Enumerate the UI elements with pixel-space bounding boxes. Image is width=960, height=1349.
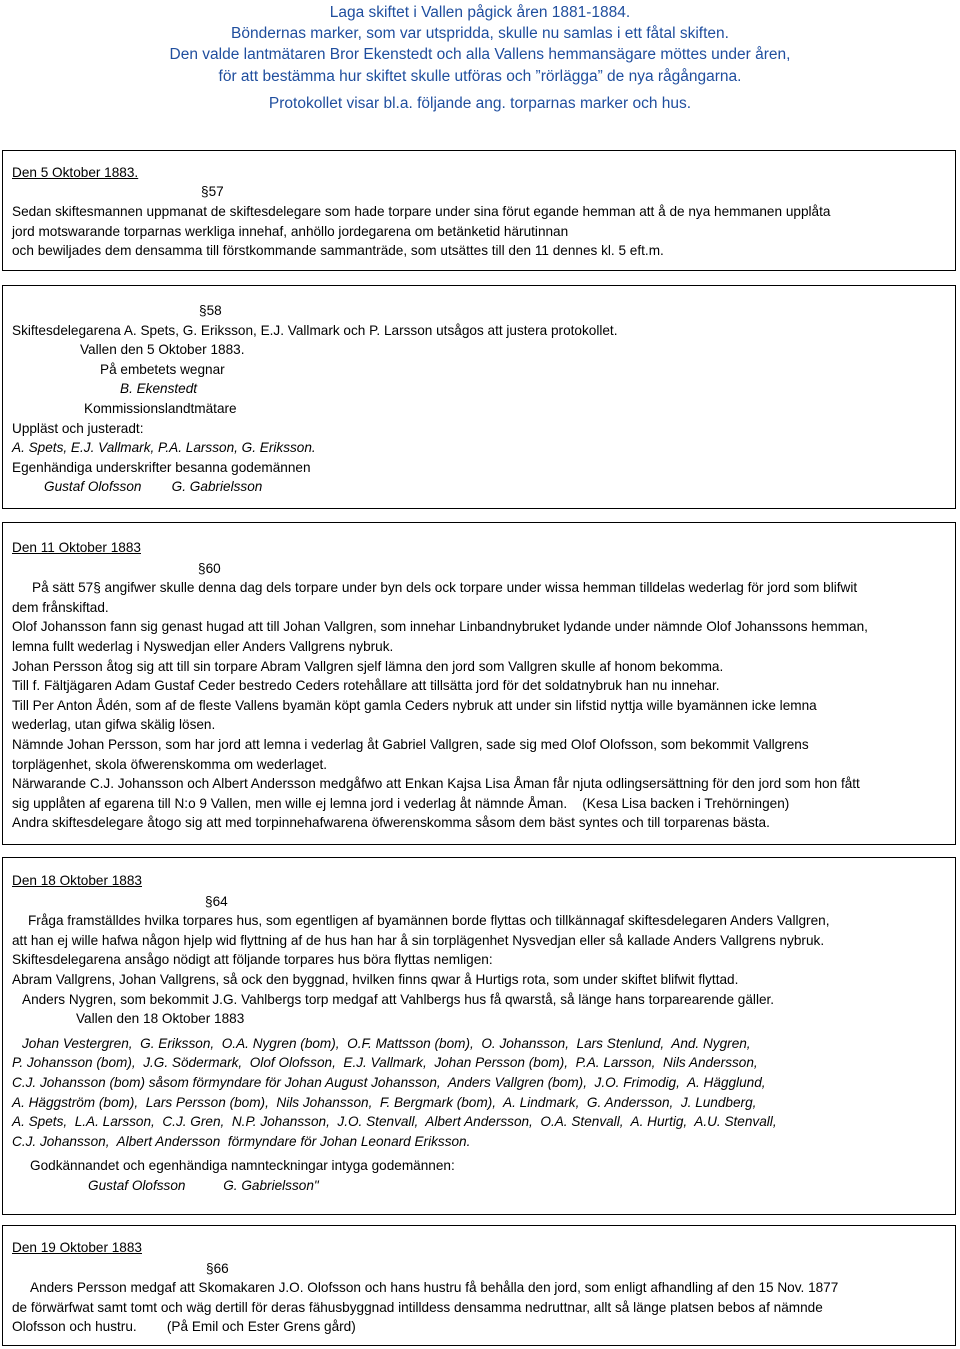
text-line: jord motswarande torparnas werkliga innehaf, anhöllo jordegarena om betänketid härutinnan [12, 223, 569, 239]
text-line: Godkännandet och egenhändiga namnteckningar intyga godemännen: [30, 1158, 455, 1174]
text-line: wederlag, utan gifwa skälig lösen. [12, 717, 216, 733]
text-line: Olof Johansson fann sig genast hugad att till Johan Vallgren, som innehar Linbandnybruket lydande under nämnde Olof Johanssons hemman, [12, 619, 868, 635]
text-line: Olofsson och hustru. (På Emil och Ester Grens gård) [12, 1319, 356, 1335]
signature-line: A. Spets, E.J. Vallmark, P.A. Larsson, G. Eriksson. [12, 440, 316, 456]
text-line: sig upplåten af egarena till N:o 9 Vallen, men wille ej lemna jord i vederlag åt nämnde Åman. (Kesa Lisa backen i Trehörningen) [12, 795, 790, 811]
text-line: Till f. Fältjägaren Adam Gustaf Ceder bestredo Ceders rotehållare att tillsätta jord för det soldatnybruk han nu innehar. [12, 678, 720, 694]
text-line: Sedan skiftesmannen uppmanat de skiftesdelegare som hade torpare under sina förut egande hemman att å de nya hemmanen upplåta [12, 204, 831, 220]
signature-line: Gustaf Olofsson G. Gabrielsson [44, 479, 263, 495]
signature-line: C.J. Johansson (bom) såsom förmyndare för Johan August Johansson, Anders Vallgren (bom), J.O. Frimodig, A. Hägglund, [12, 1074, 766, 1090]
text-line: Vallen den 5 Oktober 1883. [80, 342, 245, 358]
text-line: Uppläst och justeradt: [12, 420, 144, 436]
text-line: lemna fullt wederlag i Nyswedjan eller Anders Vallgrens nybruk. [12, 638, 394, 654]
signature-line: Johan Vestergren, G. Eriksson, O.A. Nygren (bom), O.F. Mattsson (bom), O. Johansson, Lars Stenlund, And. Nygren, [22, 1035, 751, 1051]
section-5-oktober [2, 150, 956, 271]
text-line: att han ej wille hafwa någon hjelp wid flyttning af de hus han har å sin torplägenhet Nysvedjan eller så kallade Anders Vallgrens nybruk. [12, 932, 825, 948]
signature-line: C.J. Johansson, Albert Andersson förmyndare för Johan Leonard Eriksson. [12, 1133, 471, 1149]
text-line: torplägenhet, skola öfwerenskomma om wederlaget. [12, 756, 328, 772]
signature-line: A. Häggström (bom), Lars Persson (bom), Nils Johansson, F. Bergmark (bom), A. Lindmark, G. Andersson, J. Lundberg, [12, 1094, 757, 1110]
text-line: På embetets wegnar [100, 361, 225, 377]
text-line: Abram Vallgrens, Johan Vallgrens, så ock den byggnad, hvilken finns qwar å Hurtigs rota, som under skiftet blifwit flyttad. [12, 971, 739, 987]
signature-line: Gustaf Olofsson G. Gabrielsson" [88, 1177, 319, 1193]
text-line: Egenhändiga underskrifter besanna godemännen [12, 459, 311, 475]
section-date: Den 11 Oktober 1883 [12, 540, 141, 555]
paragraph-number: §58 [199, 303, 222, 318]
section-date: Den 5 Oktober 1883. [12, 165, 139, 180]
text-line: Skiftesdelegarena A. Spets, G. Eriksson, E.J. Vallmark och P. Larsson utsågos att justera protokollet. [12, 322, 618, 338]
header-line: Protokollet visar bl.a. följande ang. torparnas marker och hus. [268, 94, 692, 112]
section-date: Den 19 Oktober 1883 [12, 1240, 142, 1255]
section-11-oktober [2, 522, 956, 845]
text-line: dem frånskiftad. [12, 599, 109, 615]
text-line: Johan Persson åtog sig att till sin torpare Abram Vallgren sjelf lämna den jord som Vallgren skulle af honom bekomma. [12, 658, 724, 674]
header-line-title: Laga skiftet i Vallen pågick åren 1881-1884. [329, 4, 631, 21]
paragraph-number: §66 [206, 1260, 229, 1276]
text-line: Kommissionslandtmätare [84, 400, 237, 416]
text-line: Vallen den 18 Oktober 1883 [76, 1011, 245, 1027]
text-line: Fråga framställdes hvilka torpares hus, som egentligen af byamännen borde flyttas och tillkännagaf skiftesdelegaren Anders Vallgren, [28, 913, 830, 929]
header-line: Böndernas marker, som var utspridda, skulle nu samlas i ett fåtal skiften. [231, 25, 729, 43]
section-date: Den 18 Oktober 1883 [12, 873, 142, 888]
text-line: och bewiljades dem densamma till förstkommande sammanträde, som utsättes till den 11 dennes kl. 5 eft.m. [12, 243, 664, 259]
signature-line: A. Spets, L.A. Larsson, C.J. Gren, N.P. Johansson, J.O. Stenvall, Albert Andersson, O.A. Stenvall, A. Hurtig, A.U. Stenvall, [12, 1114, 777, 1130]
signature-line: B. Ekenstedt [120, 381, 198, 397]
paragraph-number: §57 [201, 183, 224, 199]
section-18-oktober [2, 857, 956, 1215]
text-line: de förwärfwat samt tomt och wäg dertill för deras fähusbyggnad intilldess densamma nedruttnar, allt så länge platsen bebos af nämnde [12, 1299, 823, 1315]
signature-line: P. Johansson (bom), J.G. Södermark, Olof Olofsson, E.J. Vallmark, Johan Persson (bom), P.A. Larsson, Nils Andersson, [12, 1055, 758, 1071]
text-line: Andra skiftesdelegare åtogo sig att med torpinnehafwarena öfwerenskomma såsom dem bäst syntes och till torparenas bästa. [12, 815, 770, 831]
text-line: Anders Persson medgaf att Skomakaren J.O. Olofsson och hans hustru få behålla den jord, som enligt afhandling af den 15 Nov. 1877 [30, 1280, 839, 1296]
header-line: för att bestämma hur skiftet skulle utföras och ”rörlägga” de nya rågångarna. [218, 67, 742, 85]
text-line: Till Per Anton Ådén, som af de fleste Vallens byamän köpt gamla Ceders nybruk att under sin lifstid nyttja wille byamännen icke lemna [12, 697, 817, 713]
header-line: Den valde lantmätaren Bror Ekenstedt och alla Vallens hemmansägare möttes under åren, [169, 46, 791, 64]
text-line: Nämnde Johan Persson, som har jord att lemna i vederlag åt Gabriel Vallgren, sade sig med Olof Olofsson, som bekommit Vallgrens [12, 736, 809, 752]
text-line: Anders Nygren, som bekommit J.G. Vahlbergs torp medgaf att Vahlbergs hus få qwarstå, så länge hans torparearende gäller. [22, 991, 775, 1007]
paragraph-number: §60 [198, 560, 221, 576]
text-line: Närwarande C.J. Johansson och Albert Andersson medgåfwo att Enkan Kajsa Lisa Åman får njuta odlingsersättning för den jord som hon fått [12, 776, 860, 792]
signature-list [12, 1034, 947, 1152]
section-58 [2, 285, 956, 509]
document-header [0, 2, 960, 114]
section-19-oktober [2, 1225, 956, 1346]
paragraph-number: §64 [205, 893, 228, 909]
text-line: På sätt 57§ angifwer skulle denna dag dels torpare under byn dels ock torpare under wissa hemman tilldelas wederlag för jord som blifwit [32, 580, 858, 596]
text-line: Skiftesdelegarena ansågo nödigt att följande torpares hus böra flyttas nemligen: [12, 952, 493, 968]
